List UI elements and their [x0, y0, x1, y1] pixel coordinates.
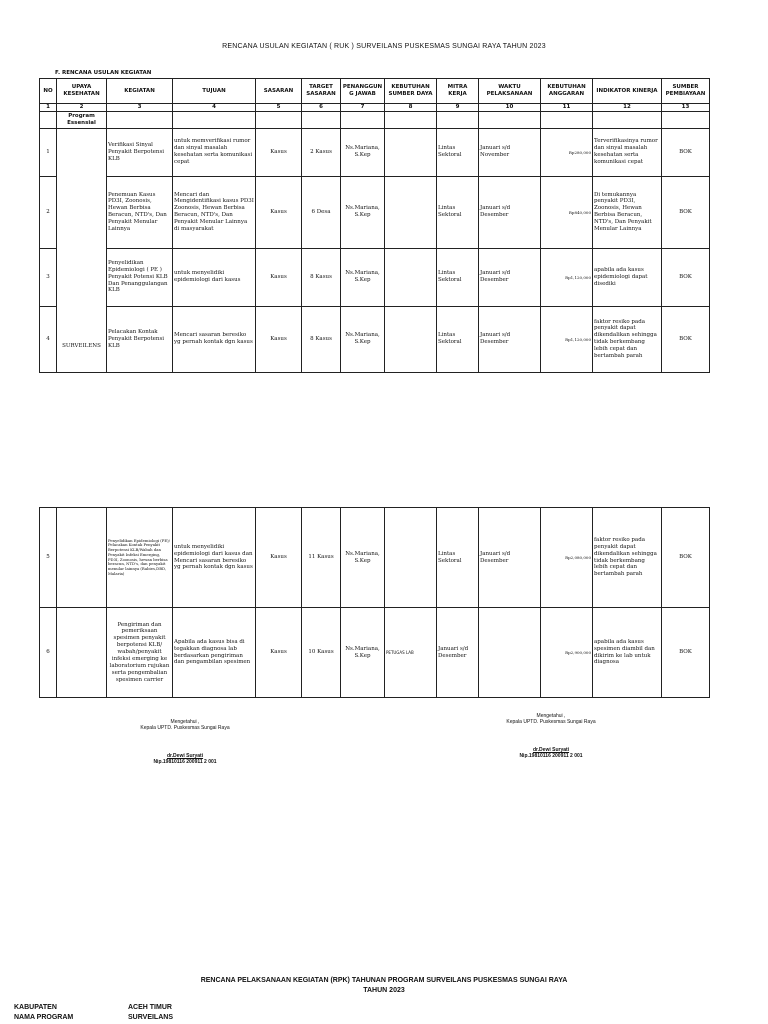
col-num: 8 — [385, 104, 437, 112]
ruk-table — [39, 78, 710, 373]
penanggung-cell: Ns.Mariana, S.Kep — [341, 248, 385, 306]
header-mitra: MITRA KERJA — [437, 79, 479, 104]
mitra-cell: Lintas Sektoral — [437, 248, 479, 306]
sig-label: Mengetahui , — [536, 713, 566, 719]
table-row — [40, 248, 710, 306]
indikator-cell: faktor resiko pada penyakit dapat dikendalikan sehingga tidak berkembang lebih cepat dan bertambah parah — [593, 508, 662, 608]
waktu-cell: Januari s/d Desember — [479, 248, 541, 306]
kabupaten-label: KABUPATEN — [14, 1004, 57, 1011]
penanggung-cell: Ns.Mariana, S.Kep — [341, 176, 385, 248]
header-sumber-daya: KEBUTUHAN SUMBER DAYA — [385, 79, 437, 104]
indikator-cell: apabila ada kasus epidemiologi dapat disediki — [593, 248, 662, 306]
row-no: 2 — [40, 176, 57, 248]
anggaran-cell: Rp2,080,000 — [541, 508, 593, 608]
target-cell: 10 Kasus — [302, 608, 341, 698]
upaya-label: SURVEILENS — [62, 342, 101, 349]
mitra-cell: Lintas Sektoral — [437, 508, 479, 608]
program-row — [40, 111, 710, 128]
signature-block-left — [120, 719, 250, 765]
row-no: 1 — [40, 128, 57, 176]
row-no: 6 — [40, 608, 57, 698]
signature-block-right — [486, 713, 616, 759]
waktu-cell: Januari s/d Desember — [479, 176, 541, 248]
anggaran-cell: Rp1,120,000 — [541, 306, 593, 372]
col-num: 6 — [302, 104, 341, 112]
header-sasaran: SASARAN — [256, 79, 302, 104]
sasaran-cell: Kasus — [256, 176, 302, 248]
indikator-cell: Terverifikasinya rumor dan sinyal masalah kesehatan serta komunikasi cepat — [593, 128, 662, 176]
tujuan-cell: Apabila ada kasus bisa di tegakkan diagnosa lab berdasarkan pengiriman dan pengambilan spesimen — [173, 608, 256, 698]
col-num: 10 — [479, 104, 541, 112]
upaya-cell — [57, 128, 107, 372]
sumber-daya-cell — [385, 508, 437, 608]
anggaran-cell: Rp2,900,000 — [541, 608, 593, 698]
anggaran-cell: Rp1,120,000 — [541, 248, 593, 306]
pembiayaan-cell: BOK — [662, 248, 710, 306]
kegiatan-cell: Penyelidikan Epidemiologi (PE)/ Pelacakan Kontak Penyakit Berpotensi KLB/Wabah dan Penyakit Infeksi Emerging, PD3I, Zoonosis, hewan berbisa beracun, NTD's, dan penyakit menular lainnya (Rabies,DBD, Malaria) — [107, 508, 173, 608]
waktu-cell: Januari s/d Desember — [437, 608, 479, 698]
sasaran-cell: Kasus — [256, 608, 302, 698]
penanggung-cell: Ns.Mariana, S.Kep — [341, 508, 385, 608]
header-target: TARGET SASARAN — [302, 79, 341, 104]
program-name-label: NAMA PROGRAM — [14, 1014, 74, 1021]
table-row — [40, 508, 710, 608]
row-no: 4 — [40, 306, 57, 372]
target-cell: 8 Kasus — [302, 248, 341, 306]
waktu-cell: Januari s/d November — [479, 128, 541, 176]
header-kegiatan: KEGIATAN — [107, 79, 173, 104]
sumber-daya-cell: PETUGAS LAB — [385, 608, 437, 698]
pembiayaan-cell: BOK — [662, 128, 710, 176]
sumber-daya-cell — [385, 176, 437, 248]
column-number-row — [40, 104, 710, 112]
target-cell: 2 Kasus — [302, 128, 341, 176]
header-tujuan: TUJUAN — [173, 79, 256, 104]
kabupaten-value: ACEH TIMUR — [128, 1004, 172, 1011]
row-no: 3 — [40, 248, 57, 306]
col-num: 5 — [256, 104, 302, 112]
target-cell: 8 Kasus — [302, 306, 341, 372]
sasaran-cell: Kasus — [256, 248, 302, 306]
kegiatan-cell: Pengiriman dan pemeriksaan spesimen penyakit berpotensi KLB/ wabah/penyakit infeksi emerging ke laboratorium rujukan serta pengembalian spesimen carrier — [107, 608, 173, 698]
waktu-cell: Januari s/d Desember — [479, 508, 541, 608]
program-label: Program Essensial — [57, 111, 107, 128]
sasaran-cell: Kasus — [256, 508, 302, 608]
mitra-cell: Lintas Sektoral — [437, 306, 479, 372]
sasaran-cell: Kasus — [256, 306, 302, 372]
row-no: 5 — [40, 508, 57, 608]
header-pembiayaan: SUMBER PEMBIAYAAN — [662, 79, 710, 104]
header-no: NO — [40, 79, 57, 104]
penanggung-cell: Ns.Mariana, S.Kep — [341, 608, 385, 698]
mitra-cell: Lintas Sektoral — [437, 176, 479, 248]
header-anggaran: KEBUTUHAN ANGGARAN — [541, 79, 593, 104]
tujuan-cell: Mencari dan Mengidentifikasi kasus PD3I Zoonosis, Hewan Berbisa Beracun, NTD's, Dan Penyakit Menular Lainnya di masyarakat — [173, 176, 256, 248]
col-num: 11 — [541, 104, 593, 112]
table-row — [40, 608, 710, 698]
section-label: F. RENCANA USULAN KEGIATAN — [55, 70, 152, 76]
target-cell: 11 Kasus — [302, 508, 341, 608]
kegiatan-cell: Penyelidikan Epidemiologi ( PE ) Penyakit Potensi KLB Dan Penanggulangan KLB — [107, 248, 173, 306]
col-num: 4 — [173, 104, 256, 112]
mitra-cell — [479, 608, 541, 698]
sig-label: Mengetahui , — [170, 719, 200, 725]
tujuan-cell: Mencari sasaran beresiko yg pernah kontak dgn kasus — [173, 306, 256, 372]
rpk-title-line1: RENCANA PELAKSANAAN KEGIATAN (RPK) TAHUNAN PROGRAM SURVEILANS PUSKESMAS SUNGAI RAYA — [200, 977, 568, 984]
tujuan-cell: untuk memverifikasi rumor dan sinyal masalah kesehatan serta komunikasi cepat — [173, 128, 256, 176]
table-row — [40, 306, 710, 372]
program-name-value: SURVEILANS — [128, 1014, 173, 1021]
waktu-cell: Januari s/d Desember — [479, 306, 541, 372]
col-num: 12 — [593, 104, 662, 112]
anggaran-cell: Rp280,000 — [541, 128, 593, 176]
anggaran-cell: Rp840,000 — [541, 176, 593, 248]
header-upaya: UPAYA KESEHATAN — [57, 79, 107, 104]
pembiayaan-cell: BOK — [662, 176, 710, 248]
sig-nip: Nip.19810116 200911 2 001 — [153, 759, 217, 765]
col-num: 1 — [40, 104, 57, 112]
penanggung-cell: Ns.Mariana, S.Kep — [341, 306, 385, 372]
tujuan-cell: untuk menyelidiki epidemiologi dari kasus — [173, 248, 256, 306]
sasaran-cell: Kasus — [256, 128, 302, 176]
pembiayaan-cell: BOK — [662, 306, 710, 372]
kegiatan-cell: Penemuan Kasus PD3I, Zoonosis, Hewan Berbisa Beracun, NTD's, Dan Penyakit Menular Lainnya — [107, 176, 173, 248]
header-indikator: INDIKATOR KINERJA — [593, 79, 662, 104]
sig-position: Kepala UPTD. Puskesmas Sungai Raya — [140, 725, 230, 731]
sig-position: Kepala UPTD. Puskesmas Sungai Raya — [506, 719, 596, 725]
table-row — [40, 176, 710, 248]
indikator-cell: faktor resiko pada penyakit dapat dikendalikan sehingga tidak berkembang lebih cepat dan bertambah parah — [593, 306, 662, 372]
pembiayaan-cell: BOK — [662, 508, 710, 608]
col-num: 3 — [107, 104, 173, 112]
document-title: RENCANA USULAN KEGIATAN ( RUK ) SURVEILANS PUSKESMAS SUNGAI RAYA TAHUN 2023 — [222, 43, 546, 50]
header-penanggung: PENANGGUN G JAWAB — [341, 79, 385, 104]
indikator-cell: Di temukannya penyakit PD3I, Zoonosis, Hewan Berbisa Beracun, NTD's, Dan Penyakit Menular Lainnya — [593, 176, 662, 248]
header-waktu: WAKTU PELAKSANAAN — [479, 79, 541, 104]
target-cell: 6 Desa — [302, 176, 341, 248]
kegiatan-cell: Verifikasi Sinyal Penyakit Berpotensi KLB — [107, 128, 173, 176]
rpk-title — [0, 976, 768, 996]
sumber-daya-cell — [385, 128, 437, 176]
col-num: 7 — [341, 104, 385, 112]
kegiatan-cell: Pelacakan Kontak Penyakit Berpotensi KLB — [107, 306, 173, 372]
pembiayaan-cell: BOK — [662, 608, 710, 698]
rpk-title-line2: TAHUN 2023 — [363, 986, 405, 994]
indikator-cell: apabila ada kasus spesimen diambil dan dikirim ke lab untuk diagnosa — [593, 608, 662, 698]
mitra-cell: Lintas Sektoral — [437, 128, 479, 176]
ruk-table-continued — [39, 507, 710, 698]
table-row — [40, 128, 710, 176]
col-num: 2 — [57, 104, 107, 112]
tujuan-cell: untuk menyelidiki epidemiologi dari kasus dan Mencari sasaran beresiko yg pernah kontak dgn kasus — [173, 508, 256, 608]
col-num: 13 — [662, 104, 710, 112]
sig-name: dr.Dewi Suryati — [532, 747, 570, 753]
sig-nip: Nip.19810116 200911 2 001 — [519, 753, 583, 759]
col-num: 9 — [437, 104, 479, 112]
sumber-daya-cell — [385, 306, 437, 372]
table-header-row — [40, 79, 710, 104]
sig-name: dr.Dewi Suryati — [166, 753, 204, 759]
sumber-daya-cell — [385, 248, 437, 306]
penanggung-cell: Ns.Mariana, S.Kep — [341, 128, 385, 176]
